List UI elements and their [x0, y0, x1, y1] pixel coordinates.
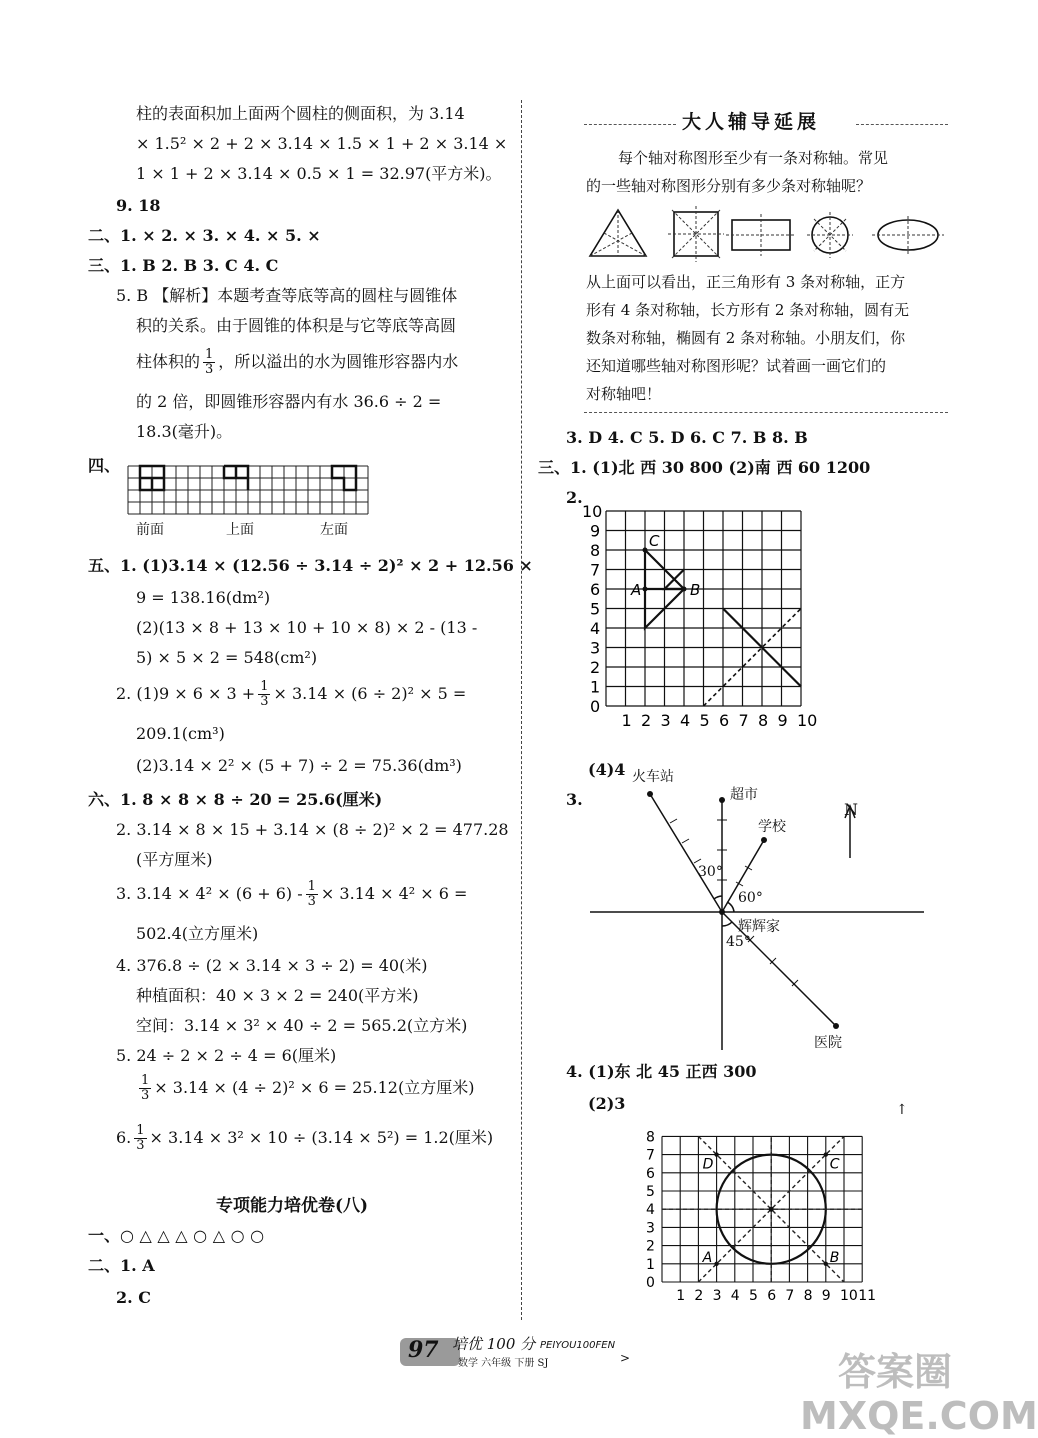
x-tick-label: 6 [719, 711, 730, 730]
y-tick-label: 0 [646, 1275, 655, 1291]
text-line: (2)3.14 × 2² × (5 + 7) ÷ 2 = 75.36(dm³) [136, 756, 462, 775]
text-line: $\frac{1}{3}$ × 3.14 × (4 ÷ 2)² × 6 = 25.12(立方厘米) [141, 1073, 475, 1103]
y-tick-label: 2 [590, 658, 601, 677]
x-tick-label: 2 [641, 711, 652, 730]
text-line: 三、1. (1)北 西 30 800 (2)南 西 60 1200 [538, 458, 871, 477]
text-line: (2)3 [588, 1094, 626, 1113]
text-line: 一、○ △ △ △ ○ △ ○ ○ [88, 1226, 265, 1245]
text-line: 5) × 5 × 2 = 548(cm²) [136, 648, 318, 667]
text-line: (2)(13 × 8 + 13 × 10 + 10 × 8) × 2 - (13 - [136, 618, 478, 637]
text-line: 502.4(立方厘米) [136, 924, 259, 943]
x-tick-label: 2 [694, 1288, 704, 1304]
box-text: 的一些轴对称图形分别有多少条对称轴呢？ [586, 177, 872, 195]
y-tick-label: 6 [646, 1165, 655, 1182]
watermark: 答案圈 MXQE.COM [800, 1350, 1038, 1438]
point-label-C: C [829, 1156, 840, 1173]
fraction: $\frac{1}{3}$ [260, 679, 269, 709]
text-line: 柱的表面积加上面两个圆柱的侧面积，为 3.14 [136, 104, 465, 123]
point-A [643, 587, 648, 592]
text-line: 积的关系。由于圆锥的体积是与它等底等高圆 [136, 316, 457, 335]
text-line: 柱体积的 $\frac{1}{3}$ ，所以溢出的水为圆锥形容器内水 [136, 347, 459, 377]
x-tick-label: 6 [767, 1288, 777, 1304]
x-tick-label: 3 [660, 711, 671, 730]
text-line: 4. 376.8 ÷ (2 × 3.14 × 3 ÷ 2) = 40(米) [116, 956, 428, 975]
point-label-D: D [702, 1156, 714, 1173]
x-tick-label: 4 [730, 1288, 740, 1304]
text-line: 3. D 4. C 5. D 6. C 7. B 8. B [566, 428, 808, 447]
grid-north-arrow-icon: ↑ [896, 1102, 908, 1118]
column-divider [521, 100, 522, 1320]
box-text: 数条对称轴，椭圆有 2 条对称轴。小朋友们，你 [586, 329, 906, 347]
text-line: 2. [566, 488, 583, 507]
text-line: 4. (1)东 北 45 正西 300 [566, 1062, 757, 1081]
text-line: 1 × 1 + 2 × 3.14 × 0.5 × 1 = 32.97(平方米)。 [136, 164, 502, 183]
point-B [682, 587, 687, 592]
x-tick-label: 10 [840, 1288, 858, 1304]
y-tick-label: 9 [590, 521, 601, 541]
text-line: 6. $\frac{1}{3}$ × 3.14 × 3² × 10 ÷ (3.14 × 5²) = 1.2(厘米) [116, 1123, 494, 1153]
coordinate-grid-1 [584, 496, 834, 746]
y-tick-label: 10 [582, 502, 603, 521]
box-title-rule-right [856, 124, 948, 125]
view-label-top: 上面 [226, 522, 254, 538]
y-tick-label: 1 [590, 677, 601, 697]
footer-brand-en: PEIYOU100FEN [540, 1340, 616, 1351]
y-tick-label: 3 [590, 638, 601, 658]
line-to-train-station [650, 794, 722, 912]
map-label-hospital: 医院 [814, 1035, 842, 1051]
text-line: 3. [566, 790, 583, 809]
answer-section-3: 三、1. B 2. B 3. C 4. C [88, 256, 279, 275]
point-label-B: B [690, 581, 701, 599]
y-tick-label: 4 [646, 1202, 655, 1219]
answer-9: 9. 18 [116, 196, 161, 215]
point-label-C: C [649, 532, 660, 550]
text-line: (平方厘米) [136, 850, 213, 869]
y-tick-label: 7 [590, 560, 601, 580]
point-B [824, 1262, 828, 1266]
angle-label-30: 30° [698, 864, 723, 880]
point-C [824, 1152, 828, 1156]
section-four-label: 四、 [88, 456, 121, 475]
circle-center [769, 1207, 774, 1212]
y-tick-label: 5 [646, 1184, 655, 1200]
x-tick-label: 3 [712, 1288, 722, 1304]
text-line: 种植面积：40 × 3 × 2 = 240(平方米) [136, 986, 419, 1005]
view-label-front: 前面 [136, 522, 164, 538]
text-line: 的 2 倍，即圆锥形容器内有水 36.6 ÷ 2 = [136, 392, 442, 411]
box-title: 大人辅导延展 [682, 111, 821, 133]
angle-label-60: 60° [738, 890, 763, 906]
point-label-B: B [829, 1249, 840, 1266]
section-title: 专项能力培优卷(八) [216, 1196, 369, 1216]
text-line: 空间：3.14 × 3² × 40 ÷ 2 = 565.2(立方米) [136, 1016, 468, 1035]
answer-section-2: 二、1. × 2. × 3. × 4. × 5. × [88, 226, 321, 245]
point-C [643, 548, 648, 553]
y-tick-label: 4 [590, 619, 601, 638]
map-label-market: 超市 [730, 787, 758, 803]
point-A [714, 1262, 718, 1266]
y-tick-label: 6 [590, 580, 601, 599]
footer-arrow-icon: > [620, 1351, 631, 1365]
view-label-left: 左面 [320, 522, 348, 538]
fraction: $\frac{1}{3}$ [205, 347, 214, 377]
point-label-A: A [631, 581, 642, 599]
map-label-train: 火车站 [632, 769, 674, 785]
text-line: 5. 24 ÷ 2 × 2 ÷ 4 = 6(厘米) [116, 1046, 337, 1065]
x-tick-label: 11 [858, 1288, 877, 1304]
text-line: 9 = 138.16(dm²) [136, 588, 271, 607]
coordinate-grid-2 [640, 1086, 940, 1306]
text-line: 六、1. 8 × 8 × 8 ÷ 20 = 25.6(厘米) [88, 790, 383, 809]
text-line: 5. B 【解析】本题考查等底等高的圆柱与圆锥体 [116, 286, 458, 305]
y-tick-label: 0 [590, 697, 601, 716]
x-tick-label: 1 [621, 711, 632, 730]
map-north-label: N [844, 800, 858, 819]
box-text: 每个轴对称图形至少有一条对称轴。常见 [618, 149, 889, 167]
x-tick-label: 5 [749, 1288, 758, 1304]
text-line: × 1.5² × 2 + 2 × 3.14 × 1.5 × 1 + 2 × 3.14 × [136, 134, 508, 153]
page-number: 97 [408, 1337, 439, 1363]
three-view-grid [118, 458, 368, 518]
x-tick-label: 7 [785, 1288, 795, 1304]
x-tick-label: 10 [797, 711, 818, 730]
point-label-A: A [702, 1249, 713, 1266]
text-line: 2. (1)9 × 6 × 3 + $\frac{1}{3}$ × 3.14 × (6 ÷ 2)² × 5 = [116, 679, 467, 709]
fraction: $\frac{1}{3}$ [136, 1123, 145, 1153]
x-tick-label: 5 [699, 711, 710, 730]
y-tick-label: 5 [590, 599, 601, 619]
y-tick-label: 7 [646, 1147, 655, 1164]
fraction: $\frac{1}{3}$ [141, 1073, 150, 1103]
symmetry-axis [704, 609, 802, 707]
fraction: $\frac{1}{3}$ [307, 879, 316, 909]
text-line: 18.3(毫升)。 [136, 422, 233, 441]
x-tick-label: 9 [777, 711, 788, 730]
text-line: (4)4 [588, 760, 626, 779]
box-text: 从上面可以看出，正三角形有 3 条对称轴，正方 [586, 273, 906, 291]
x-tick-label: 8 [758, 711, 769, 730]
angle-arc-30 [714, 896, 722, 899]
angle-arc-45 [722, 922, 732, 926]
y-tick-label: 2 [646, 1238, 655, 1255]
text-line: 五、1. (1)3.14 × (12.56 ÷ 3.14 ÷ 2)² × 2 + 12.56 × [88, 556, 533, 575]
text-line: 2. C [116, 1288, 152, 1307]
box-text: 对称轴吧！ [586, 385, 662, 403]
angle-arc-60 [727, 902, 734, 912]
text-line: 3. 3.14 × 4² × (6 + 6) - $\frac{1}{3}$ × 3.14 × 4² × 6 = [116, 879, 468, 909]
x-tick-label: 7 [738, 711, 749, 730]
y-tick-label: 1 [646, 1256, 655, 1273]
x-tick-label: 8 [803, 1288, 813, 1304]
x-tick-label: 4 [680, 711, 691, 730]
y-tick-label: 3 [646, 1220, 655, 1237]
footer-subtitle: 数学 六年级 下册 SJ [458, 1358, 549, 1369]
box-text: 形有 4 条对称轴，长方形有 2 条对称轴，圆有无 [586, 301, 910, 319]
y-tick-label: 8 [646, 1129, 655, 1146]
point-D [714, 1152, 718, 1156]
footer-brand: 培优 100 分 [452, 1335, 536, 1353]
box-text: 还知道哪些轴对称图形呢？试着画一画它们的 [586, 357, 887, 375]
direction-map [584, 760, 954, 1060]
x-tick-label: 1 [676, 1288, 686, 1304]
angle-label-45: 45° [726, 934, 751, 950]
text-line: 二、1. A [88, 1256, 155, 1275]
text-line: 2. 3.14 × 8 × 15 + 3.14 × (8 ÷ 2)² × 2 = 477.28 [116, 820, 509, 839]
box-title-rule-left [584, 124, 676, 125]
map-label-home: 辉辉家 [738, 919, 780, 935]
map-label-school: 学校 [758, 819, 786, 835]
box-bottom-rule [584, 412, 948, 413]
text-line: 209.1(cm³) [136, 724, 225, 743]
symmetric-shapes [586, 204, 946, 264]
x-tick-label: 9 [821, 1288, 831, 1304]
y-tick-label: 8 [590, 541, 601, 560]
